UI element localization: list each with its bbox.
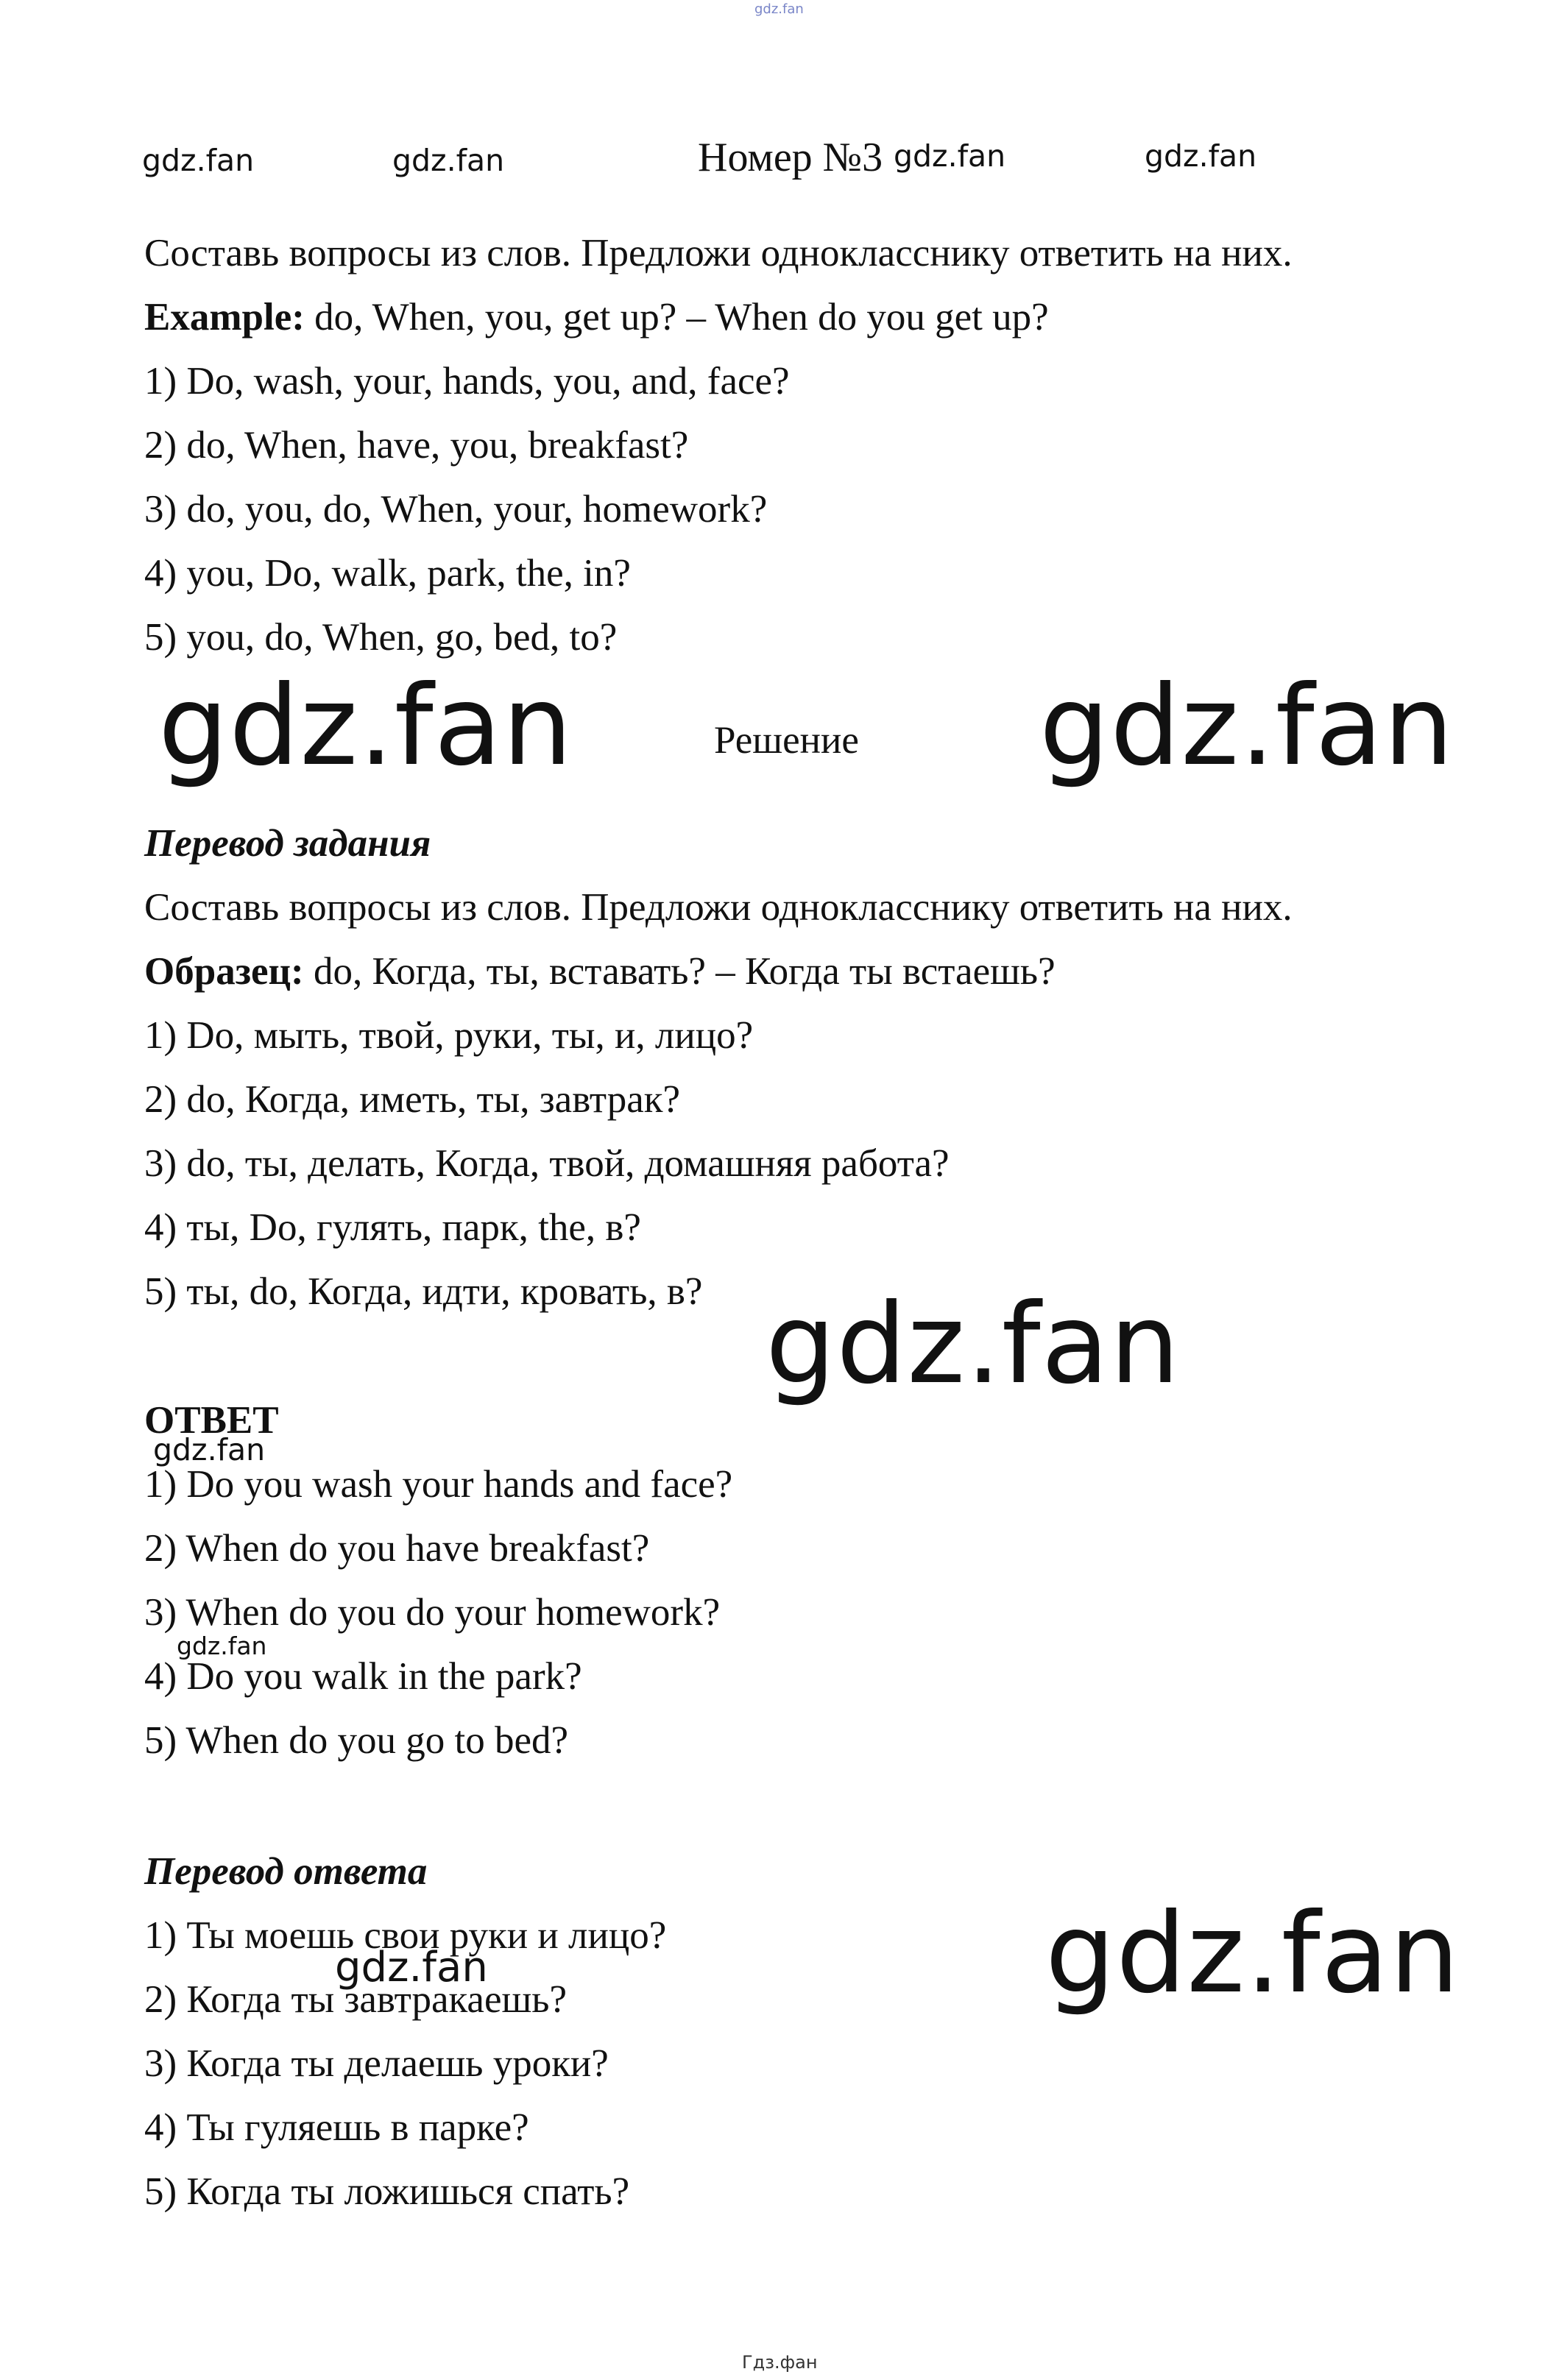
example-label: Example: — [144, 296, 305, 339]
example-text: do, When, you, get up? – When do you get up? — [304, 296, 1049, 339]
task-example — [144, 298, 1049, 337]
answer-translation-item: 2) Когда ты завтракаешь? — [144, 1978, 567, 2021]
big-watermark-2: gdz.fan — [1039, 662, 1454, 790]
answer-item: 4) Do you walk in the park? — [144, 1655, 582, 1698]
translation-item: 1) Do, мыть, твой, руки, ты, и, лицо? — [144, 1014, 754, 1057]
answer-translation-item: 3) Когда ты делаешь уроки? — [144, 2042, 609, 2085]
translation-item: 3) do, ты, делать, Когда, твой, домашняя работа? — [144, 1142, 950, 1185]
task-instruction: Составь вопросы из слов. Предложи однокласснику ответить на них. — [144, 232, 1293, 275]
solution-label: Решение — [714, 719, 859, 762]
answer-heading: ОТВЕТ — [144, 1399, 279, 1442]
translation-instruction: Составь вопросы из слов. Предложи однокласснику ответить на них. — [144, 886, 1293, 929]
task-item: 3) do, you, do, When, your, homework? — [144, 488, 768, 531]
answer-translation-item: 5) Когда ты ложишься спать? — [144, 2170, 630, 2213]
task-item: 1) Do, wash, your, hands, you, and, face? — [144, 360, 790, 403]
header-watermark-right: gdz.fan — [1145, 138, 1257, 174]
footer-text: Гдз.фан — [742, 2352, 818, 2373]
answer-item: 2) When do you have breakfast? — [144, 1527, 650, 1570]
header-watermark-left-2: gdz.fan — [392, 143, 505, 178]
translation-example-label: Образец: — [144, 950, 304, 993]
translation-example-text: do, Когда, ты, вставать? – Когда ты встаешь? — [303, 950, 1056, 993]
big-watermark-1: gdz.fan — [158, 662, 573, 790]
big-watermark-3: gdz.fan — [766, 1281, 1181, 1409]
answer-item: 1) Do you wash your hands and face? — [144, 1463, 733, 1506]
translation-example — [144, 952, 1056, 991]
task-item: 2) do, When, have, you, breakfast? — [144, 424, 689, 467]
page-title: Номер №3 — [698, 135, 883, 180]
header-watermark-mid: gdz.fan — [894, 138, 1006, 174]
translation-item: 5) ты, do, Когда, идти, кровать, в? — [144, 1270, 703, 1313]
translation-heading: Перевод задания — [144, 822, 431, 865]
task-item: 4) you, Do, walk, park, the, in? — [144, 552, 631, 595]
answer-translation-watermark: gdz.fan — [335, 1944, 488, 1991]
answer-item: 5) When do you go to bed? — [144, 1719, 569, 1762]
answer-watermark-2: gdz.fan — [177, 1632, 267, 1660]
translation-item: 4) ты, Do, гулять, парк, the, в? — [144, 1206, 641, 1249]
answer-translation-item: 1) Ты моешь свои руки и лицо? — [144, 1914, 667, 1957]
answer-watermark-1: gdz.fan — [153, 1432, 266, 1467]
answer-translation-item: 4) Ты гуляешь в парке? — [144, 2106, 529, 2149]
task-item: 5) you, do, When, go, bed, to? — [144, 616, 618, 659]
header-watermark-left-1: gdz.fan — [142, 143, 255, 178]
answer-item: 3) When do you do your homework? — [144, 1591, 721, 1634]
translation-item: 2) do, Когда, иметь, ты, завтрак? — [144, 1078, 680, 1121]
top-watermark: gdz.fan — [754, 1, 804, 17]
big-watermark-4: gdz.fan — [1045, 1890, 1460, 2018]
answer-translation-heading: Перевод ответа — [144, 1850, 428, 1893]
